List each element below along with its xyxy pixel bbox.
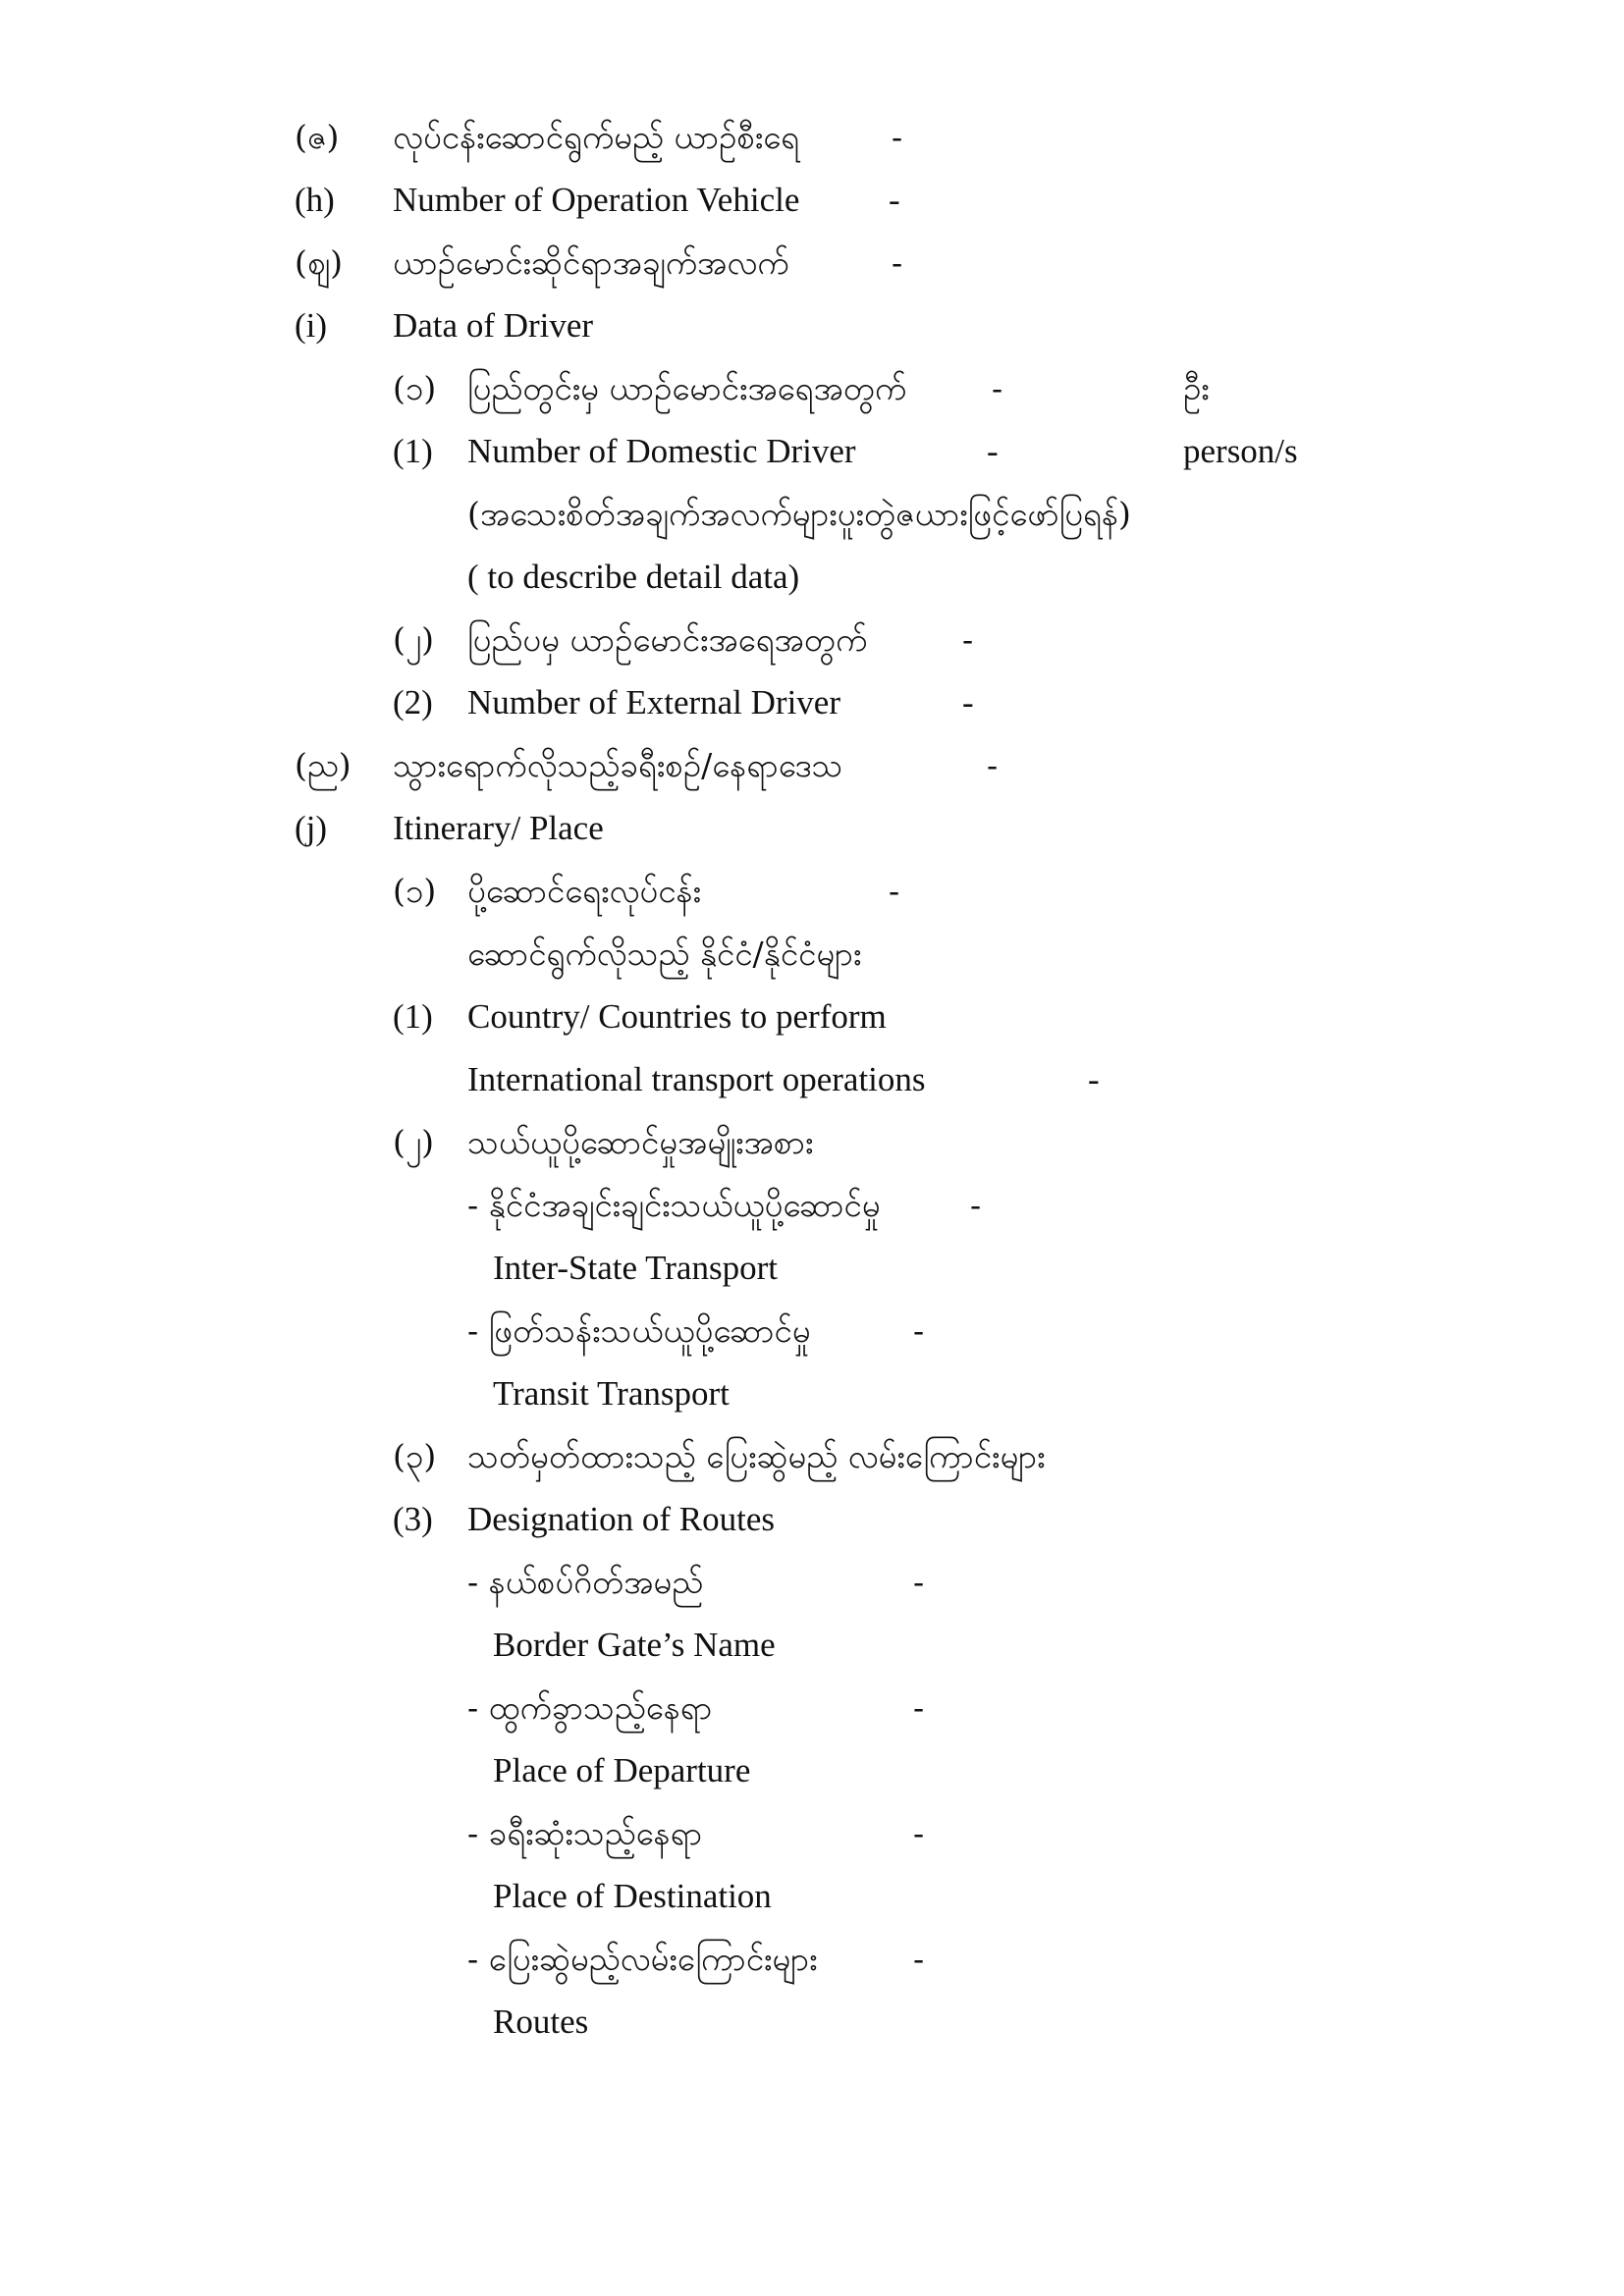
item-marker: (ည) (295, 746, 352, 784)
item-dash: - (889, 181, 900, 219)
item-marker: (၃) (393, 1437, 437, 1475)
item-text: - ဖြတ်သန်းသယ်ယူပို့ဆောင်မှု (467, 1311, 811, 1350)
item-marker: (h) (295, 181, 335, 219)
departure-english (0, 1739, 1624, 1802)
item-text: - ထွက်ခွာသည့်နေရာ (467, 1688, 713, 1727)
routes-english (0, 1991, 1624, 2054)
item-marker: (1) (393, 997, 433, 1036)
item-text: သယ်ယူပို့ဆောင်မှုအမျိုးအစား (467, 1123, 814, 1161)
item-dash: - (992, 369, 1003, 407)
item-i-english (0, 294, 1624, 357)
external-driver-english (0, 671, 1624, 734)
item-text: Number of Operation Vehicle (393, 181, 800, 219)
item-dash: - (913, 1563, 925, 1601)
item-j-english (0, 797, 1624, 860)
item-text: Number of External Driver (467, 683, 840, 721)
item-dash: - (962, 683, 974, 721)
item-i-burmese (0, 232, 1624, 294)
item-text: ပြည်တွင်းမှ ယာဉ်မောင်းအရေအတွက် (467, 369, 907, 407)
item-text: Routes (493, 2002, 589, 2041)
routes-designation-burmese (0, 1425, 1624, 1488)
item-marker: (3) (393, 1500, 433, 1538)
destination-burmese (0, 1802, 1624, 1865)
item-text: - နိုင်ငံအချင်းချင်းသယ်ယူပို့ဆောင်မှု (467, 1186, 881, 1224)
transport-type-burmese (0, 1111, 1624, 1174)
item-text: Number of Domestic Driver (467, 432, 856, 470)
item-text: သွားရောက်လိုသည့်ခရီးစဉ်/နေရာဒေသ (393, 746, 843, 784)
inter-state-burmese (0, 1174, 1624, 1237)
transit-burmese (0, 1300, 1624, 1362)
item-marker: (j) (295, 809, 328, 847)
item-text: - ခရီးဆုံးသည့်နေရာ (467, 1814, 703, 1852)
departure-burmese (0, 1677, 1624, 1739)
item-marker: (2) (393, 683, 433, 721)
item-text: - နယ်စပ်ဂိတ်အမည် (467, 1563, 704, 1601)
border-gate-english (0, 1614, 1624, 1677)
item-text: ပို့ဆောင်ရေးလုပ်ငန်း (467, 872, 701, 910)
item-dash: - (1088, 1060, 1100, 1098)
item-text: Place of Destination (493, 1877, 772, 1915)
item-dash: - (913, 1688, 925, 1727)
item-marker: (၁) (393, 369, 437, 407)
item-text: Border Gate’s Name (493, 1626, 776, 1664)
item-marker: (၁) (393, 872, 437, 910)
countries-burmese (0, 923, 1624, 986)
item-text: (အသေးစိတ်အချက်အလက်များပူးတွဲဇယားဖြင့်ဖော်ပြရန်) (467, 495, 1131, 533)
item-unit: person/s (1183, 432, 1298, 470)
item-dash: - (913, 1311, 925, 1350)
item-marker: (1) (393, 432, 433, 470)
item-marker: (၂) (393, 620, 434, 659)
item-text: Data of Driver (393, 306, 594, 345)
item-dash: - (970, 1186, 982, 1224)
item-text: Itinerary/ Place (393, 809, 604, 847)
inter-state-english (0, 1237, 1624, 1300)
domestic-driver-burmese (0, 357, 1624, 420)
item-dash: - (892, 243, 903, 282)
item-text: - ပြေးဆွဲမည့်လမ်းကြောင်းများ (467, 1940, 818, 1978)
item-text: Designation of Routes (467, 1500, 776, 1538)
item-text: ပြည်ပမှ ယာဉ်မောင်းအရေအတွက် (467, 620, 868, 659)
item-dash: - (962, 620, 974, 659)
routes-designation-english (0, 1488, 1624, 1551)
item-dash: - (987, 432, 999, 470)
item-h-burmese (0, 106, 1624, 169)
domestic-driver-english (0, 420, 1624, 483)
item-marker: (i) (295, 306, 328, 345)
transit-english (0, 1362, 1624, 1425)
item-text: ဆောင်ရွက်လိုသည့် နိုင်ငံ/နိုင်ငံများ (467, 934, 862, 973)
routes-burmese (0, 1928, 1624, 1991)
item-text: Country/ Countries to perform (467, 997, 887, 1036)
item-dash: - (889, 872, 900, 910)
item-text: လုပ်ငန်းဆောင်ရွက်မည့် ယာဉ်စီးရေ (393, 118, 800, 156)
detail-note-english (0, 546, 1624, 609)
external-driver-burmese (0, 609, 1624, 671)
item-dash: - (892, 118, 903, 156)
border-gate-burmese (0, 1551, 1624, 1614)
item-dash: - (913, 1940, 925, 1978)
item-text: International transport operations (467, 1060, 926, 1098)
item-text: Inter-State Transport (493, 1249, 778, 1287)
detail-note-burmese (0, 483, 1624, 546)
item-marker: (၂) (393, 1123, 434, 1161)
item-unit: ဦး (1183, 369, 1210, 407)
item-dash: - (913, 1814, 925, 1852)
item-text: Place of Departure (493, 1751, 751, 1789)
destination-english (0, 1865, 1624, 1928)
item-h-english (0, 169, 1624, 232)
item-text: သတ်မှတ်ထားသည့် ပြေးဆွဲမည့် လမ်းကြောင်းများ (467, 1437, 1046, 1475)
countries-english (0, 986, 1624, 1048)
international-operations-english (0, 1048, 1624, 1111)
transport-business-burmese (0, 860, 1624, 923)
item-dash: - (987, 746, 999, 784)
item-text: Transit Transport (493, 1374, 730, 1413)
item-text: ( to describe detail data) (467, 558, 800, 596)
item-text: ယာဉ်မောင်းဆိုင်ရာအချက်အလက် (393, 243, 789, 282)
item-marker: (ဇ) (295, 118, 340, 156)
item-marker: (ဈ) (295, 243, 343, 282)
item-j-burmese (0, 734, 1624, 797)
